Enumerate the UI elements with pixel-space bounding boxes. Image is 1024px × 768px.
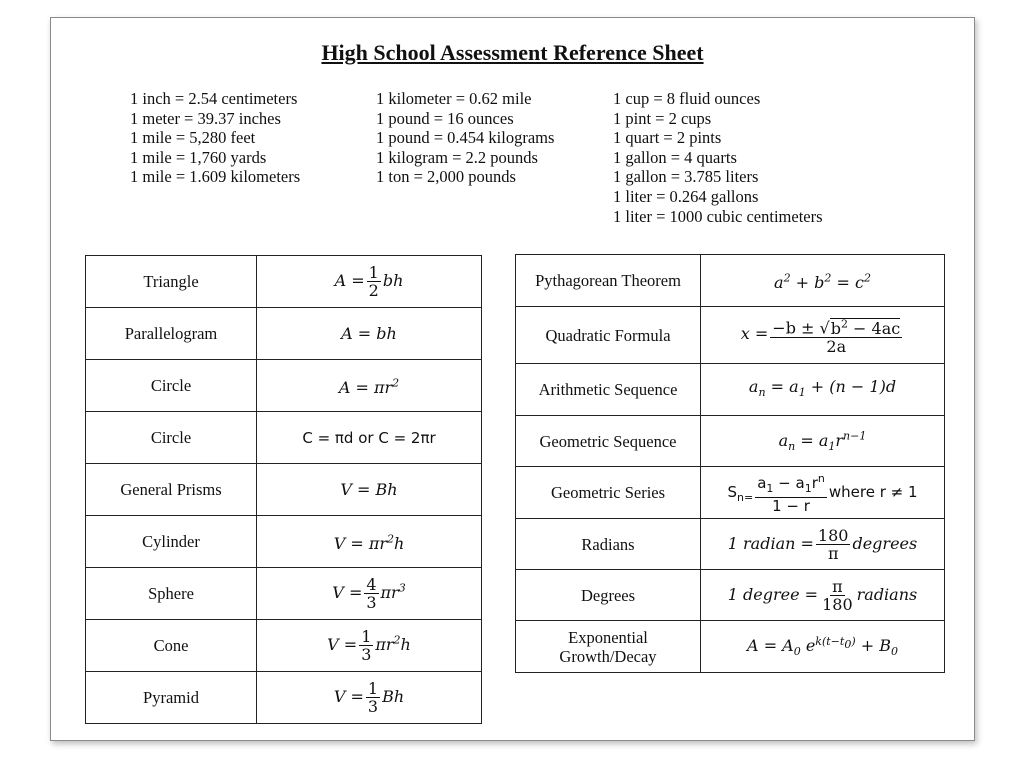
conversion-item: 1 quart = 2 pints	[613, 128, 722, 148]
formula: 1 radian = $\frac{180}{\pi}$ degrees	[701, 519, 945, 570]
table-row	[86, 308, 482, 360]
conversion-item: 1 gallon = 3.785 liters	[613, 167, 759, 187]
formula-name: Quadratic Formula	[516, 307, 701, 364]
table-row	[86, 464, 482, 516]
conversion-item: 1 liter = 0.264 gallons	[613, 186, 759, 206]
formula: $A = \pi r^2$	[257, 360, 482, 412]
shape-name: Cylinder	[86, 516, 257, 568]
shape-name: Circle	[86, 360, 257, 412]
formula-name: Degrees	[516, 570, 701, 621]
formula: $A = A_0$ $e^{k(t-t_0)} + B_0$	[701, 621, 945, 673]
conversion-item: 1 meter = 39.37 inches	[130, 108, 281, 128]
formula-name: Geometric Series	[516, 467, 701, 519]
shape-name: Cone	[86, 620, 257, 672]
reference-sheet	[50, 17, 975, 741]
table-row	[86, 360, 482, 412]
formula: A = bh	[257, 308, 482, 360]
shape-name: Pyramid	[86, 672, 257, 724]
conversion-item: 1 ton = 2,000 pounds	[376, 167, 516, 187]
formula: $S_{n=}$ $\frac{a_1 - a_1r^n}{1 - r}$ where r ≠ 1	[701, 467, 945, 519]
table-row	[516, 519, 945, 570]
formula: $a_n = a_1r^{n-1}$	[701, 416, 945, 467]
conversion-item: 1 liter = 1000 cubic centimeters	[613, 206, 823, 226]
conversion-item: 1 kilometer = 0.62 mile	[376, 89, 532, 108]
conversion-item: 1 pint = 2 cups	[613, 108, 712, 128]
formula: $a^2 + b^2 = c^2$	[701, 255, 945, 307]
table-row	[86, 256, 482, 308]
table-row	[516, 307, 945, 364]
shape-name: Sphere	[86, 568, 257, 620]
table-row	[86, 620, 482, 672]
conversion-item: 1 cup = 8 fluid ounces	[613, 89, 761, 108]
shape-name: General Prisms	[86, 464, 257, 516]
formula: 1 degree = $\frac{\pi}{180}$ radians	[701, 570, 945, 621]
page-title: High School Assessment Reference Sheet	[321, 40, 704, 65]
table-row	[86, 672, 482, 724]
table-row	[516, 570, 945, 621]
conversion-item: 1 gallon = 4 quarts	[613, 147, 737, 167]
table-row	[516, 416, 945, 467]
formula: $a_n = a_1 + (n - 1)d$	[701, 364, 945, 416]
table-row	[86, 568, 482, 620]
geometry-formulas-table	[85, 255, 482, 724]
shape-name: Parallelogram	[86, 308, 257, 360]
formula: $V = \pi r^2h$	[257, 516, 482, 568]
conversion-item: 1 mile = 1.609 kilometers	[130, 167, 301, 187]
conversion-item: 1 mile = 1,760 yards	[130, 147, 267, 167]
formula-name: Geometric Sequence	[516, 416, 701, 467]
formula-name: Radians	[516, 519, 701, 570]
conversions-volume	[613, 89, 823, 226]
table-row	[516, 621, 945, 673]
conversions-length	[130, 89, 300, 187]
conversion-item: 1 kilogram = 2.2 pounds	[376, 147, 538, 167]
formula: x = $\frac{-b \pm √b^2 - 4ac}{2a}$	[701, 307, 945, 364]
table-row	[86, 516, 482, 568]
formula-name: Exponential Growth/Decay	[516, 621, 701, 673]
formula: V = $\frac{1}{3}$ $\pi r^2h$	[257, 620, 482, 672]
conversions-mass	[376, 89, 554, 187]
conversion-item: 1 mile = 5,280 feet	[130, 128, 256, 148]
conversion-item: 1 pound = 16 ounces	[376, 108, 514, 128]
formula: V = Bh	[257, 464, 482, 516]
formula: V = $\frac{1}{3}$ Bh	[257, 672, 482, 724]
shape-name: Triangle	[86, 256, 257, 308]
table-row	[516, 467, 945, 519]
formula-name: Pythagorean Theorem	[516, 255, 701, 307]
formula-name: Arithmetic Sequence	[516, 364, 701, 416]
table-row	[86, 412, 482, 464]
conversion-item: 1 inch = 2.54 centimeters	[130, 89, 298, 108]
shape-name: Circle	[86, 412, 257, 464]
algebra-formulas-table	[515, 254, 945, 673]
table-row	[516, 255, 945, 307]
conversion-item: 1 pound = 0.454 kilograms	[376, 128, 555, 148]
formula: C = πd or C = 2πr	[257, 412, 482, 464]
formula: A = $\frac{1}{2}$ bh	[257, 256, 482, 308]
table-row	[516, 364, 945, 416]
formula: V = $\frac{4}{3}$ $\pi r^3$	[257, 568, 482, 620]
